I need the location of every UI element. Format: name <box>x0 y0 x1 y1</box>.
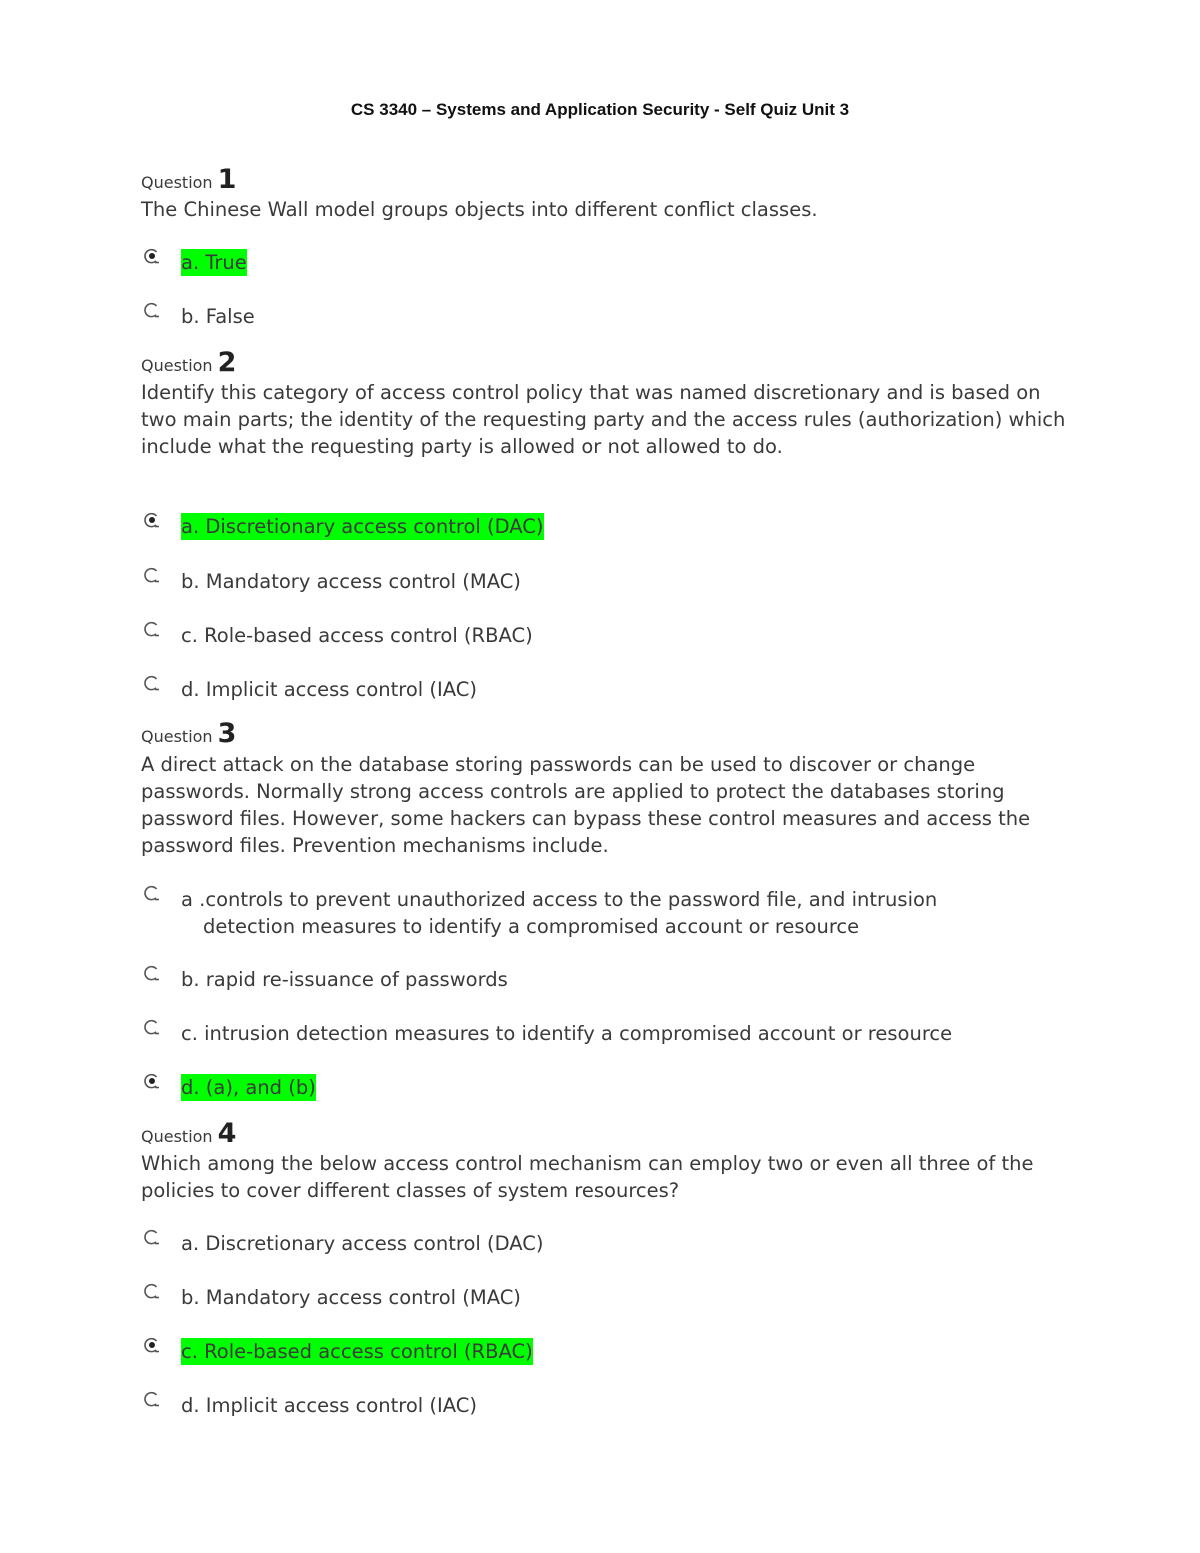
question-label: Question <box>141 727 213 746</box>
question-4-header <box>141 1118 236 1149</box>
question-2-header <box>141 347 236 378</box>
q3-option-b[interactable] <box>143 966 1103 996</box>
radio-ring <box>145 1231 157 1244</box>
option-label: a .controls to prevent unauthorized access to the password file, and intrusion <box>181 888 938 911</box>
radio-selected-icon[interactable] <box>143 1072 161 1090</box>
option-label: c. Role-based access control (RBAC) <box>181 624 533 647</box>
radio-selected-icon[interactable] <box>143 511 161 529</box>
radio-ring <box>145 1285 157 1298</box>
option-label: b. Mandatory access control (MAC) <box>181 570 521 593</box>
question-number: 1 <box>217 164 237 195</box>
q4-option-a[interactable] <box>143 1230 1103 1260</box>
question-3-text: A direct attack on the database storing passwords can be used to discover or change passwords. Normally strong access controls are applied to protect the databases storing password files. However, some hackers can bypass these control measures and access the password files. Prevention mechanisms include. <box>141 753 1031 857</box>
radio-selected-icon[interactable] <box>143 247 161 265</box>
option-label: c. Role-based access control (RBAC) <box>181 1340 533 1363</box>
q2-option-a[interactable] <box>143 513 1103 543</box>
radio-dot <box>149 1078 155 1084</box>
option-label: a. True <box>181 251 247 274</box>
question-number: 2 <box>217 347 237 378</box>
option-label: c. intrusion detection measures to identify a compromised account or resource <box>181 1022 953 1045</box>
question-1-header <box>141 164 236 195</box>
radio-ring <box>145 623 157 636</box>
radio-dot <box>149 1342 155 1348</box>
q4-option-b[interactable] <box>143 1284 1103 1314</box>
question-3-header <box>141 718 236 749</box>
radio-icon[interactable] <box>143 1282 161 1300</box>
radio-ring <box>145 304 157 317</box>
radio-icon[interactable] <box>143 964 161 982</box>
radio-dot <box>149 517 155 523</box>
radio-ring <box>145 887 157 900</box>
radio-icon[interactable] <box>143 674 161 692</box>
radio-icon[interactable] <box>143 620 161 638</box>
option-label: b. rapid re-issuance of passwords <box>181 968 508 991</box>
radio-icon[interactable] <box>143 1018 161 1036</box>
q3-option-d[interactable] <box>143 1074 1103 1104</box>
question-label: Question <box>141 173 213 192</box>
q1-option-b[interactable] <box>143 303 1103 333</box>
question-label: Question <box>141 1127 213 1146</box>
radio-selected-icon[interactable] <box>143 1336 161 1354</box>
radio-icon[interactable] <box>143 566 161 584</box>
q3-option-c[interactable] <box>143 1020 1103 1050</box>
radio-ring <box>145 1021 157 1034</box>
q4-option-c[interactable] <box>143 1338 1103 1368</box>
radio-ring <box>145 569 157 582</box>
q2-option-c[interactable] <box>143 622 1103 652</box>
radio-ring <box>145 1393 157 1406</box>
option-label: a. Discretionary access control (DAC) <box>181 1232 544 1255</box>
option-label: d. Implicit access control (IAC) <box>181 678 477 701</box>
radio-ring <box>145 677 157 690</box>
page-title: CS 3340 – Systems and Application Security - Self Quiz Unit 3 <box>350 100 850 119</box>
q1-option-a[interactable] <box>143 249 1103 279</box>
q2-option-d[interactable] <box>143 676 1103 706</box>
question-4-text: Which among the below access control mechanism can employ two or even all three of the policies to cover different classes of system resources? <box>141 1152 1034 1202</box>
q2-option-b[interactable] <box>143 568 1103 598</box>
option-label: d. (a), and (b) <box>181 1076 316 1099</box>
question-number: 4 <box>217 1118 237 1149</box>
radio-icon[interactable] <box>143 1228 161 1246</box>
q4-option-d[interactable] <box>143 1392 1103 1422</box>
question-1-text: The Chinese Wall model groups objects into different conflict classes. <box>141 198 818 221</box>
q3-option-a[interactable] <box>143 886 1103 946</box>
radio-icon[interactable] <box>143 884 161 902</box>
question-number: 3 <box>217 718 237 749</box>
option-label: b. False <box>181 305 255 328</box>
radio-dot <box>149 253 155 259</box>
radio-icon[interactable] <box>143 1390 161 1408</box>
question-label: Question <box>141 356 213 375</box>
option-label: d. Implicit access control (IAC) <box>181 1394 477 1417</box>
question-2-text: Identify this category of access control policy that was named discretionary and is based on two main parts; the identity of the requesting party and the access rules (authorization) which include what the requesting party is allowed or not allowed to do. <box>141 381 1066 458</box>
radio-icon[interactable] <box>143 301 161 319</box>
option-label: a. Discretionary access control (DAC) <box>181 515 544 538</box>
option-label-continuation: detection measures to identify a compromised account or resource <box>203 915 860 938</box>
option-label: b. Mandatory access control (MAC) <box>181 1286 521 1309</box>
radio-ring <box>145 967 157 980</box>
